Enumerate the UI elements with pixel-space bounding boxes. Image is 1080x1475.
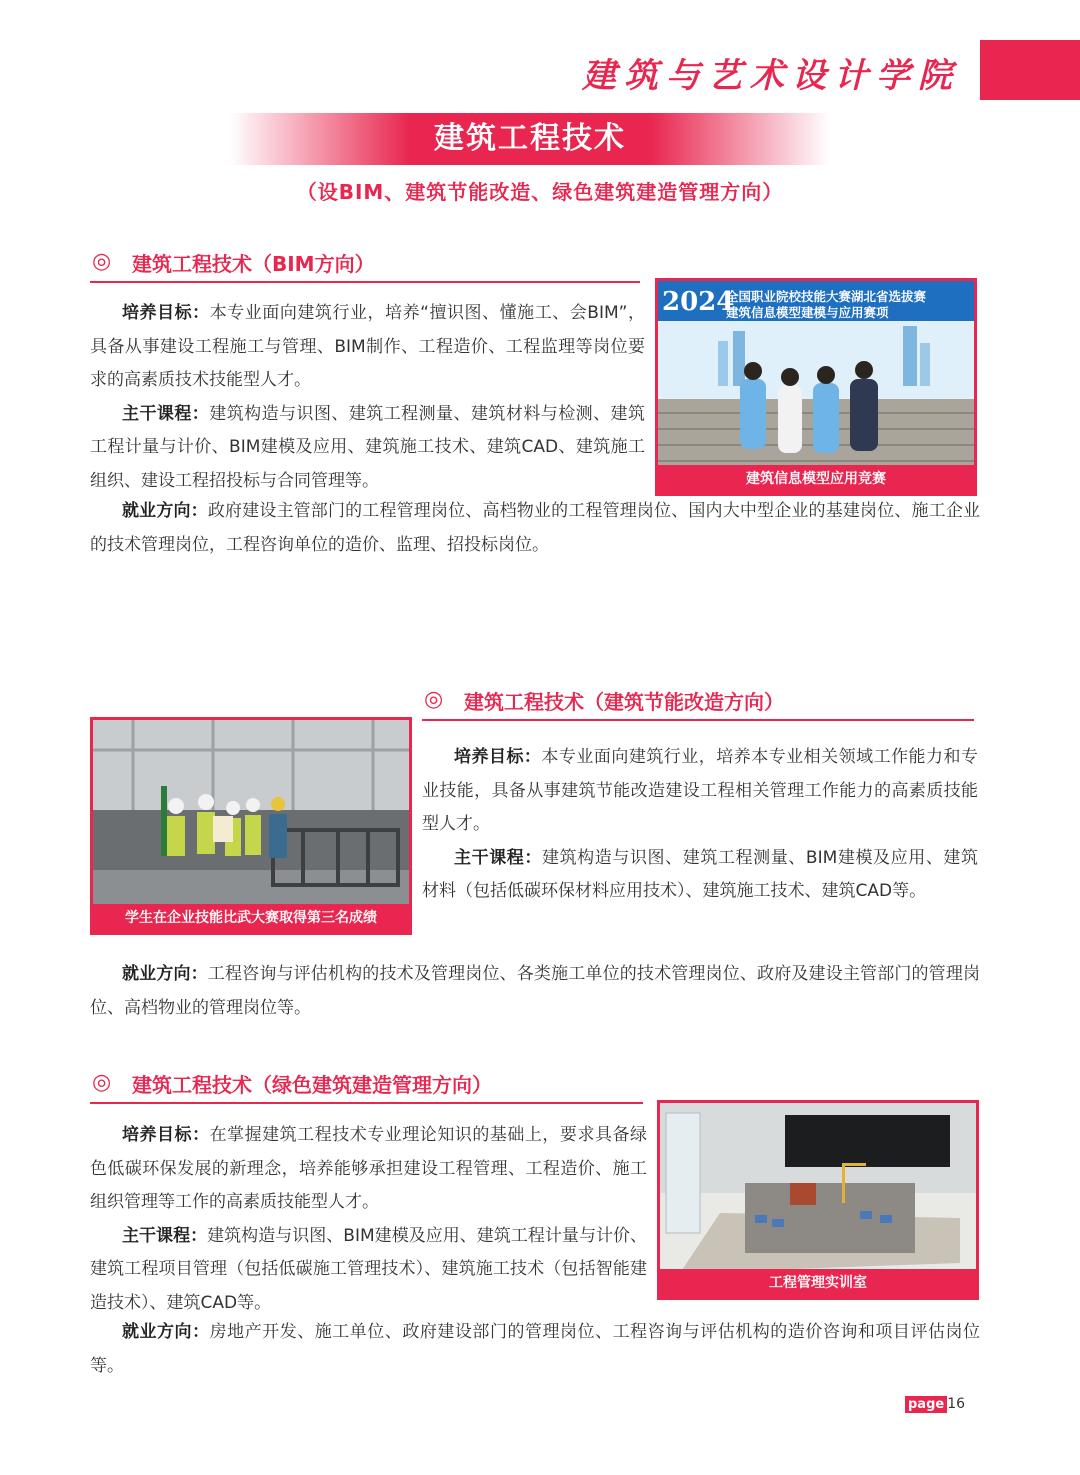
career-label: 就业方向：	[122, 501, 208, 521]
section-heading-text: 建筑工程技术（绿色建筑建造管理方向）	[132, 1073, 492, 1097]
course-paragraph	[90, 398, 645, 499]
career-text: 房地产开发、施工单位、政府建设部门的管理岗位、工程咨询与评估机构的造价咨询和项目评估岗位等。	[90, 1322, 981, 1376]
page-number	[905, 1396, 965, 1412]
page-number-value: 16	[947, 1396, 966, 1412]
goal-paragraph	[90, 1119, 647, 1220]
banner-line-2: 建筑信息模型建模与应用赛项	[726, 305, 889, 320]
circle-bullet-icon: ◎	[424, 687, 444, 712]
circle-bullet-icon: ◎	[92, 249, 112, 274]
header-red-tab	[980, 40, 1080, 100]
page-subtitle: （设BIM、建筑节能改造、绿色建筑建造管理方向）	[296, 180, 784, 204]
circle-bullet-icon: ◎	[92, 1070, 112, 1095]
goal-label: 培养目标：	[454, 747, 542, 767]
college-name: 建筑与艺术设计学院	[582, 56, 960, 96]
section-heading-bim	[90, 241, 640, 283]
course-text: 建筑构造与识图、建筑工程测量、BIM建模及应用、建筑材料（包括低碳环保材料应用技术）、建筑施工技术、建筑CAD等。	[422, 847, 979, 901]
goal-label: 培养目标：	[122, 303, 210, 323]
section-heading-green	[90, 1062, 643, 1104]
course-paragraph	[90, 1220, 647, 1321]
page-title: 建筑工程技术	[230, 113, 830, 165]
section-heading-energy	[422, 679, 974, 721]
career-label: 就业方向：	[122, 964, 208, 984]
section-body-energy	[422, 741, 978, 909]
photo-caption: 学生在企业技能比武大赛取得第三名成绩	[93, 904, 409, 932]
goal-paragraph	[90, 297, 645, 398]
training-room-photo-image	[660, 1103, 976, 1297]
competition-photo	[655, 278, 977, 496]
career-block-green	[90, 1316, 980, 1383]
section-body-green	[90, 1119, 647, 1320]
course-text: 建筑构造与识图、BIM建模及应用、建筑工程计量与计价、建筑工程项目管理（包括低碳施工管理技术）、建筑施工技术（包括智能建造技术）、建筑CAD等。	[90, 1225, 648, 1313]
course-label: 主干课程：	[122, 1225, 208, 1246]
career-block-energy	[90, 958, 980, 1025]
course-text: 建筑构造与识图、建筑工程测量、建筑材料与检测、建筑工程计量与计价、BIM建模及应用、建筑施工技术、建筑CAD、建筑施工组织、建设工程招投标与合同管理等。	[90, 403, 646, 491]
goal-text: 本专业面向建筑行业，培养本专业相关领域工作能力和专业技能，具备从事建筑节能改造建设工程相关管理工作能力的高素质技能型人才。	[422, 747, 979, 834]
goal-label: 培养目标：	[122, 1125, 210, 1145]
factory-photo-image	[93, 720, 409, 932]
career-paragraph	[90, 1316, 980, 1383]
section-heading-text: 建筑工程技术（建筑节能改造方向）	[464, 690, 784, 714]
training-room-photo	[657, 1100, 979, 1300]
factory-photo	[90, 717, 412, 935]
course-label: 主干课程：	[454, 847, 542, 868]
banner-line-1: 全国职业院校技能大赛湖北省选拔赛	[726, 289, 927, 304]
career-text: 工程咨询与评估机构的技术及管理岗位、各类施工单位的技术管理岗位、政府及建设主管部门的管理岗位、高档物业的管理岗位等。	[90, 964, 981, 1018]
banner-year: 2024	[662, 287, 735, 317]
photo-caption: 工程管理实训室	[660, 1269, 976, 1297]
goal-paragraph	[422, 741, 978, 842]
page-label: page	[905, 1396, 947, 1413]
course-paragraph	[422, 842, 978, 909]
career-block-bim	[90, 495, 980, 562]
section-heading-text: 建筑工程技术（BIM方向）	[132, 252, 375, 276]
career-label: 就业方向：	[122, 1322, 210, 1342]
section-body-bim	[90, 297, 645, 498]
goal-text: 本专业面向建筑行业，培养“擅识图、懂施工、会BIM”，具备从事建设工程施工与管理、BIM制作、工程造价、工程监理等岗位要求的高素质技术技能型人才。	[90, 303, 645, 390]
goal-text: 在掌握建筑工程技术专业理论知识的基础上，要求具备绿色低碳环保发展的新理念，培养能够承担建设工程管理、工程造价、施工组织管理等工作的高素质技能型人才。	[90, 1125, 648, 1212]
career-text: 政府建设主管部门的工程管理岗位、高档物业的工程管理岗位、国内大中型企业的基建岗位、施工企业的技术管理岗位，工程咨询单位的造价、监理、招投标岗位。	[90, 501, 981, 555]
course-label: 主干课程：	[122, 403, 210, 424]
career-paragraph	[90, 958, 980, 1025]
photo-caption: 建筑信息模型应用竞赛	[658, 465, 974, 493]
career-paragraph	[90, 495, 980, 562]
